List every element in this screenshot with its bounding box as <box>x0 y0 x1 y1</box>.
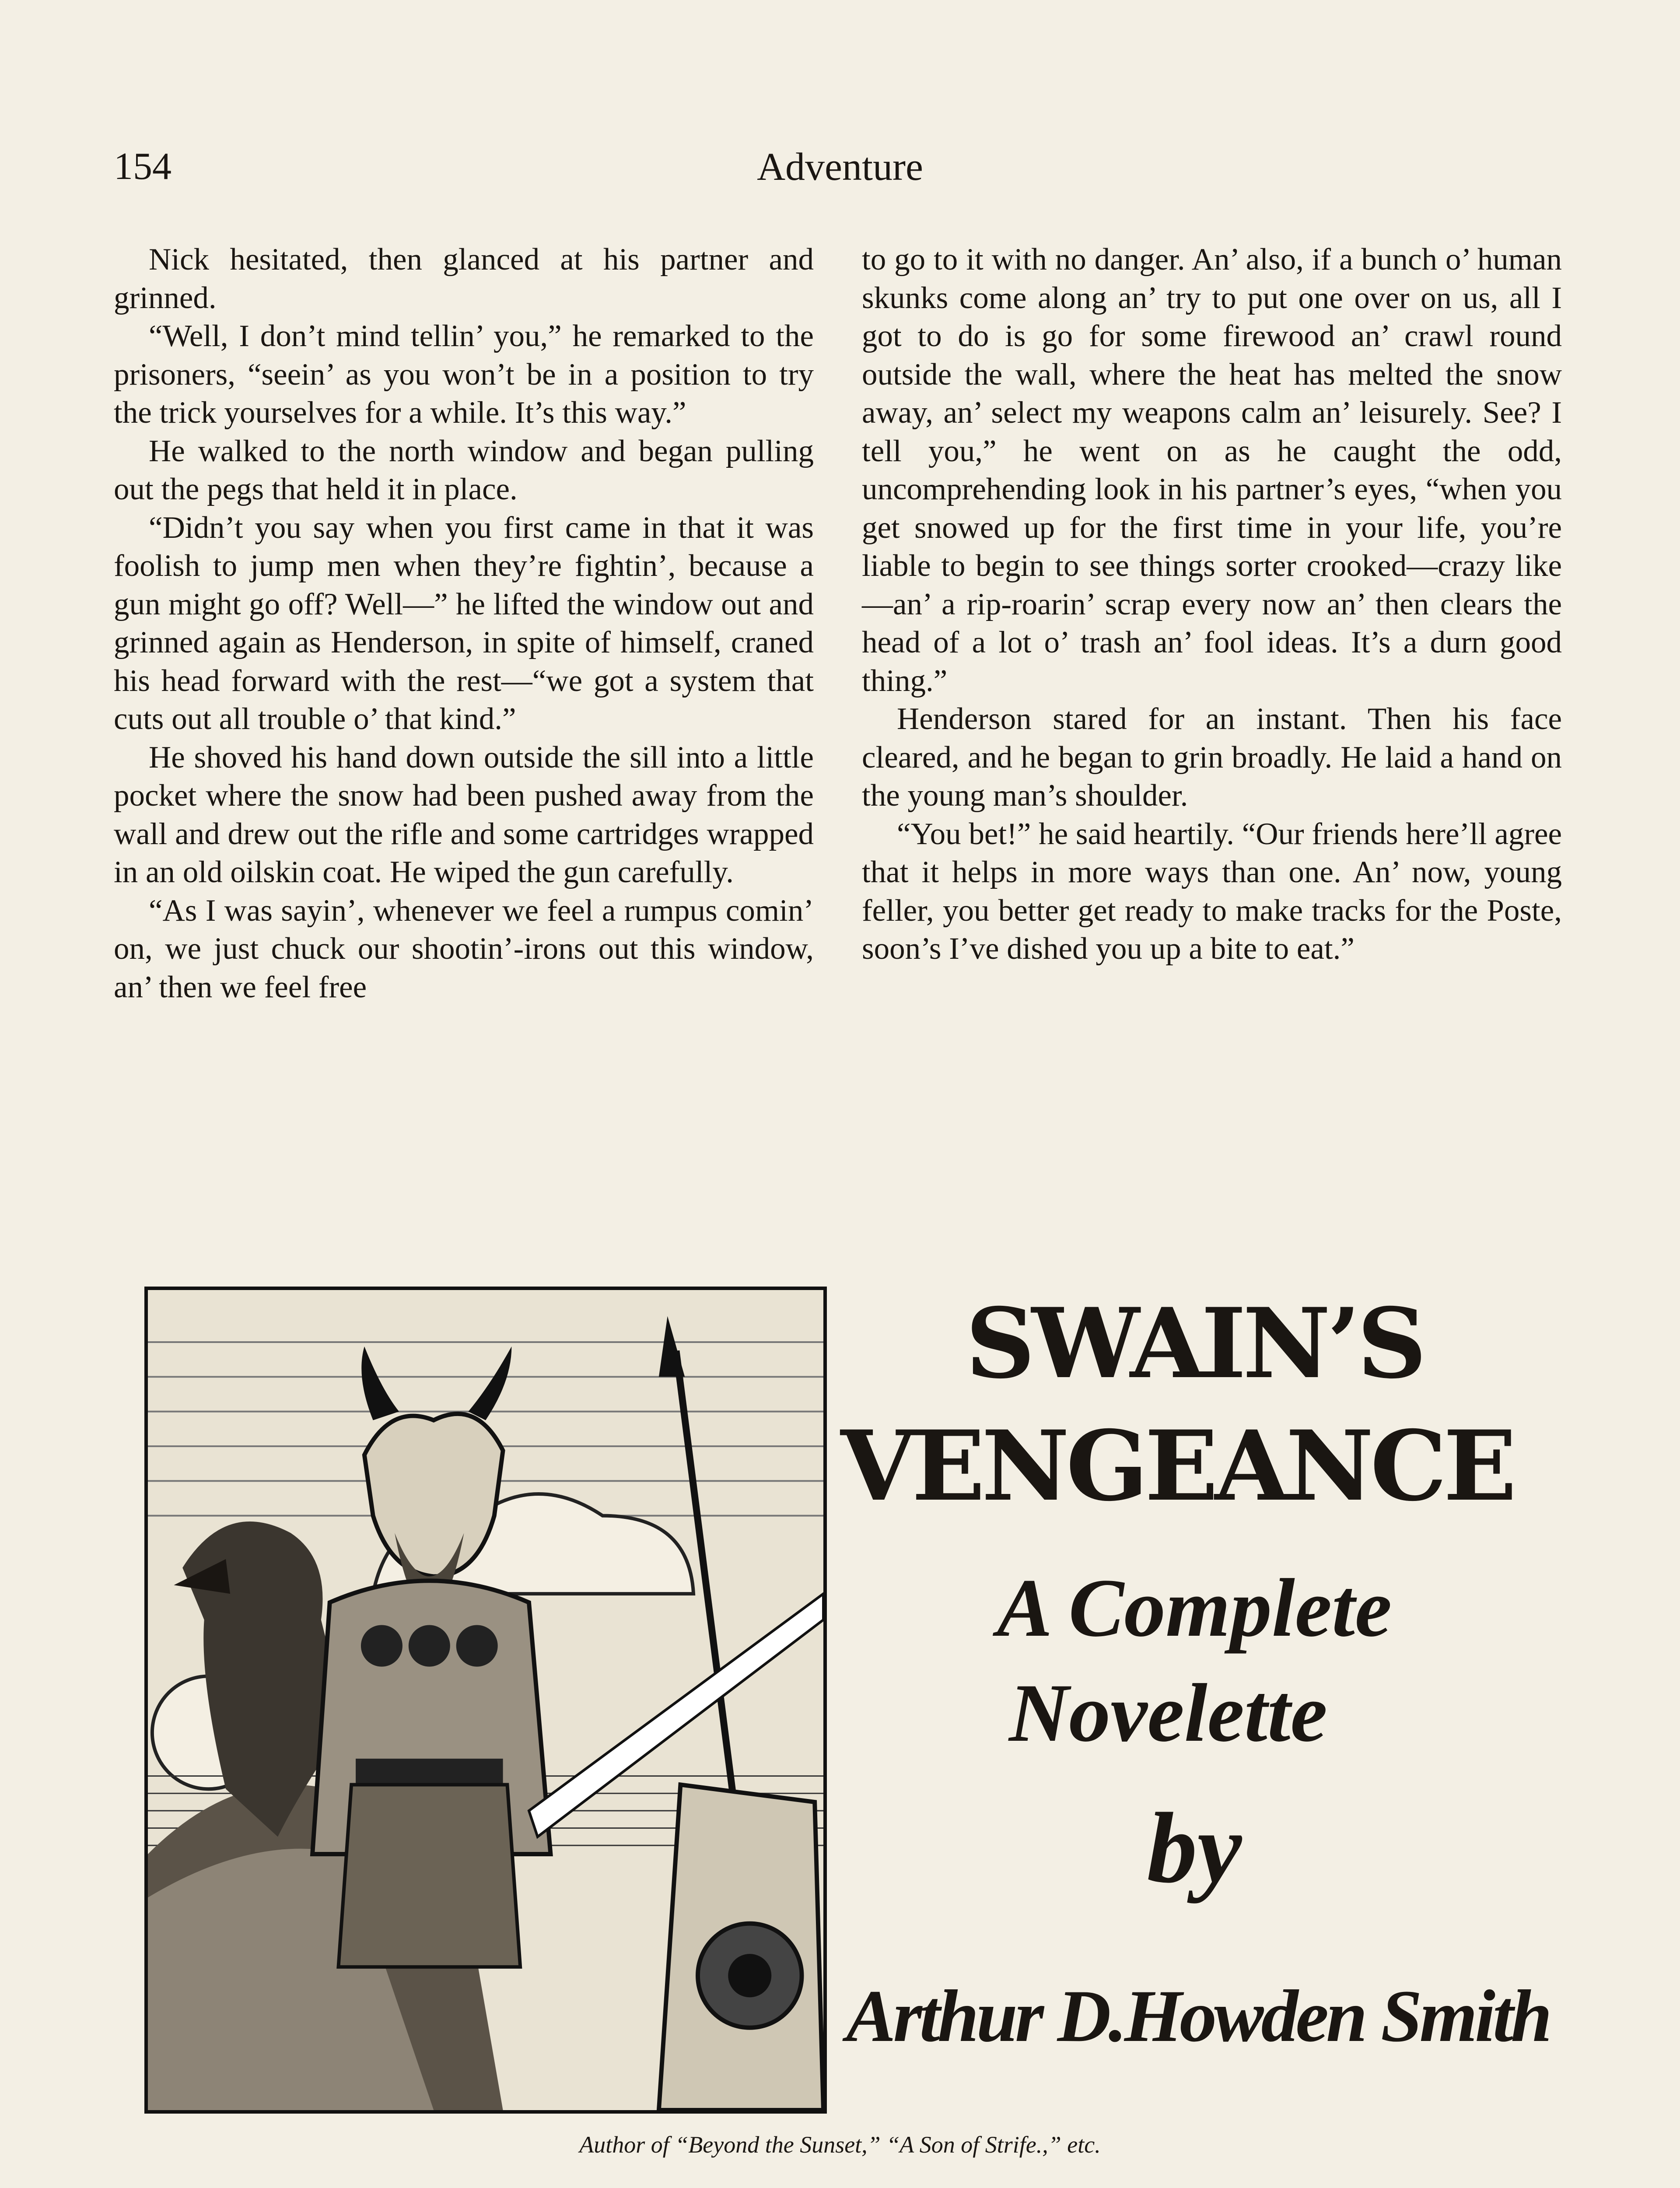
byline-by: by <box>1147 1792 1242 1904</box>
paragraph: He shoved his hand down outside the sill into a little pocket where the snow had been pushed away from the wall and drew out the rifle and some cartridges wrapped in an old oilskin coat. He wiped the gun carefully. <box>114 740 814 889</box>
story-title-line-1: SWAIN’S <box>965 1287 1424 1400</box>
paragraph: “Didn’t you say when you first came in that it was foolish to jump men when they’re fightin’, because a gun might go off? Well—” he lifted the window out and grinned again as Henderson, in spite of himself, craned his head forward with the rest—“we got a system that cuts out all trouble o’ that kind.” <box>114 510 814 736</box>
viking-illustration <box>144 1287 827 2114</box>
paragraph: “You bet!” he said heartily. “Our friends here’ll agree that it helps in more ways than one. An’ now, young feller, you better get ready to make tracks for the Poste, soon’s I’ve dished you up a bite to eat.” <box>862 817 1562 966</box>
paragraph-continuation: to go to it with no danger. An’ also, if a bunch o’ human skunks come along an’ try to put one over on us, all I got to do is go for some firewood an’ crawl round outside the wall, where the heat has melted the snow away, an’ select my weapons calm an’ leisurely. See? I tell you,” he went on as he caught the odd, uncomprehending look in his partner’s eyes, “when you get snowed up for the first time in your life, you’re liable to begin to see things sorter crooked—crazy like—an’ a rip-roarin’ scrap every now an’ then clears the head of a lot o’ trash an’ fool ideas. It’s a durn good thing.” <box>862 242 1562 698</box>
subtitle-line-1: A Complete <box>997 1562 1392 1654</box>
story-column-left <box>114 241 814 1006</box>
page-number: 154 <box>114 145 172 188</box>
running-head <box>114 144 1566 193</box>
story-column-right <box>862 241 1562 968</box>
story-title-line-2: VENGEANCE <box>840 1409 1513 1522</box>
author-credit-caption: Author of “Beyond the Sunset,” “A Son of Strife.,” etc. <box>579 2132 1101 2158</box>
magazine-title: Adventure <box>757 145 923 189</box>
paragraph: He walked to the north window and began pulling out the pegs that held it in place. <box>114 434 814 506</box>
subtitle-line-2: Novelette <box>1009 1667 1327 1759</box>
viking-on-ship-icon <box>148 1290 823 2110</box>
paragraph: Nick hesitated, then glanced at his partner and grinned. <box>114 242 814 315</box>
paragraph: Henderson stared for an instant. Then his face cleared, and he began to grin broadly. He laid a hand on the young man’s shoulder. <box>862 702 1562 813</box>
author-name: Arthur D.Howden Smith <box>846 1975 1550 2057</box>
paragraph: “Well, I don’t mind tellin’ you,” he remarked to the prisoners, “seein’ as you won’t be in a position to try the trick yourselves for a while. It’s this way.” <box>114 319 814 430</box>
paragraph: “As I was sayin’, whenever we feel a rumpus comin’ on, we just chuck our shootin’-irons out this window, an’ then we feel free <box>114 893 814 1004</box>
